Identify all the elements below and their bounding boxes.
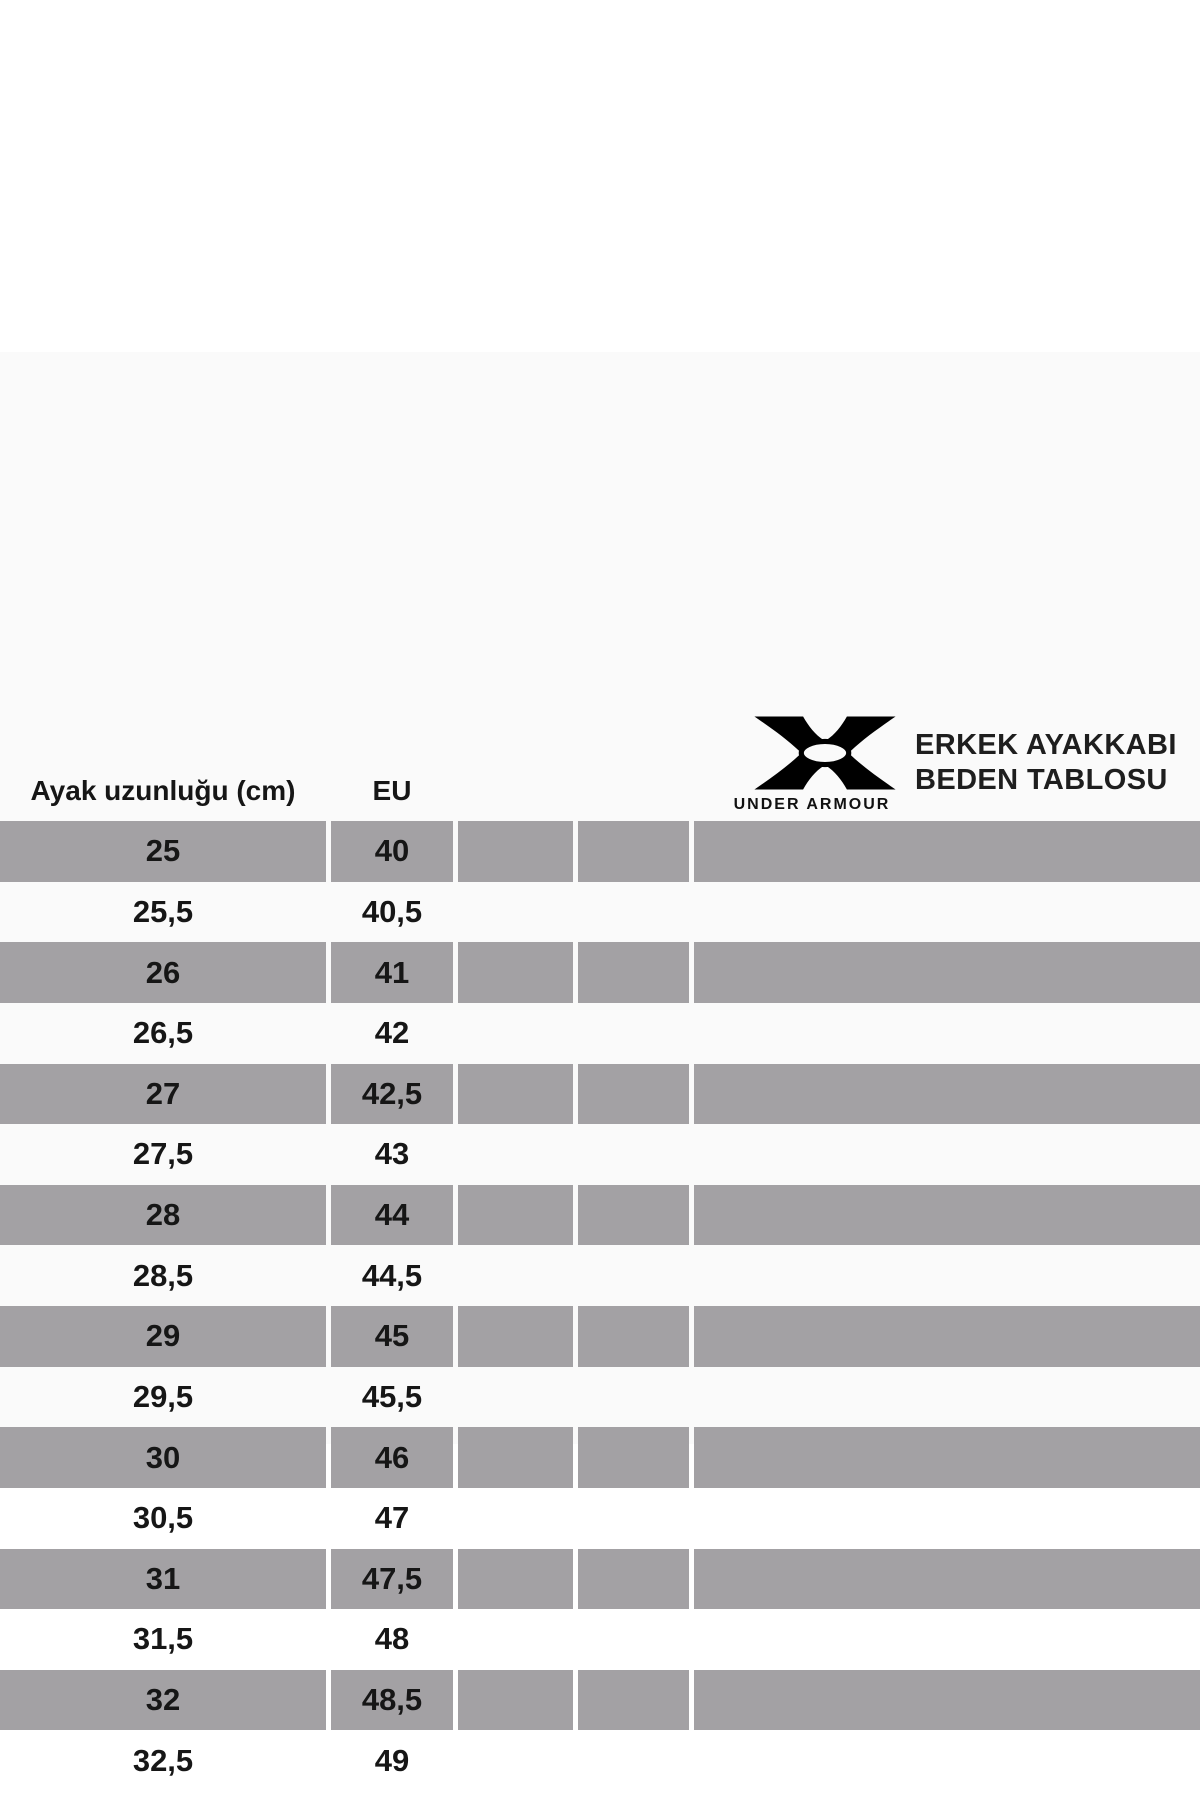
cell-empty — [458, 1427, 573, 1488]
cell-empty — [458, 1124, 573, 1185]
under-armour-logo-icon — [752, 716, 898, 790]
cell-foot-length: 27,5 — [132, 1136, 194, 1172]
table-row — [0, 1124, 1200, 1185]
chart-title-line1: ERKEK AYAKKABI — [915, 729, 1177, 761]
table-row — [0, 1003, 1200, 1064]
cell-empty — [458, 1306, 573, 1367]
cell-empty — [458, 1609, 573, 1670]
table-row — [0, 1367, 1200, 1428]
cell-empty — [578, 1549, 689, 1610]
cell-empty — [458, 1003, 573, 1064]
cell-empty — [694, 1549, 1200, 1610]
cell-empty — [458, 1064, 573, 1125]
column-header-foot-length: Ayak uzunluğu (cm) — [30, 775, 296, 806]
cell-foot-length: 29,5 — [132, 1378, 194, 1414]
cell-empty — [458, 1549, 573, 1610]
cell-empty — [578, 1730, 689, 1791]
table-row — [0, 942, 1200, 1003]
cell-eu-size: 45,5 — [361, 1378, 423, 1414]
cell-empty — [458, 1730, 573, 1791]
cell-empty — [694, 1124, 1200, 1185]
cell-empty — [458, 821, 573, 882]
cell-foot-length: 25 — [0, 821, 326, 882]
under-armour-wordmark: UNDER ARMOUR — [733, 796, 891, 813]
cell-empty — [578, 1670, 689, 1731]
cell-empty — [694, 1609, 1200, 1670]
cell-foot-length: 26 — [0, 942, 326, 1003]
cell-eu-size: 44,5 — [361, 1257, 423, 1293]
cell-empty — [458, 1367, 573, 1428]
table-row — [0, 1609, 1200, 1670]
cell-empty — [578, 1185, 689, 1246]
cell-empty — [458, 1488, 573, 1549]
table-row — [0, 821, 1200, 882]
size-table — [0, 821, 1200, 1791]
cell-empty — [694, 942, 1200, 1003]
chart-title — [915, 728, 1177, 798]
table-row — [0, 1245, 1200, 1306]
cell-empty — [694, 1670, 1200, 1731]
cell-foot-length: 30 — [0, 1427, 326, 1488]
cell-eu-size: 46 — [331, 1427, 453, 1488]
cell-eu-size: 43 — [374, 1136, 410, 1172]
cell-empty — [458, 1245, 573, 1306]
cell-foot-length: 28 — [0, 1185, 326, 1246]
cell-empty — [694, 1003, 1200, 1064]
cell-empty — [458, 1670, 573, 1731]
cell-empty — [458, 1185, 573, 1246]
cell-empty — [694, 1245, 1200, 1306]
cell-empty — [694, 821, 1200, 882]
table-row — [0, 1185, 1200, 1246]
table-row — [0, 882, 1200, 943]
cell-eu-size: 48 — [374, 1621, 410, 1657]
cell-foot-length: 26,5 — [132, 1015, 194, 1051]
cell-empty — [578, 821, 689, 882]
size-chart-band — [0, 352, 1200, 1778]
table-row — [0, 1488, 1200, 1549]
cell-empty — [694, 1064, 1200, 1125]
cell-empty — [458, 942, 573, 1003]
cell-empty — [694, 1185, 1200, 1246]
table-row — [0, 1670, 1200, 1731]
chart-title-line2: BEDEN TABLOSU — [915, 764, 1168, 796]
cell-foot-length: 29 — [0, 1306, 326, 1367]
cell-foot-length: 25,5 — [132, 893, 194, 929]
cell-eu-size: 48,5 — [331, 1670, 453, 1731]
column-header-eu: EU — [372, 775, 412, 806]
cell-eu-size: 47,5 — [331, 1549, 453, 1610]
cell-eu-size: 41 — [331, 942, 453, 1003]
cell-foot-length: 31 — [0, 1549, 326, 1610]
cell-eu-size: 40 — [331, 821, 453, 882]
cell-empty — [578, 882, 689, 943]
cell-empty — [578, 942, 689, 1003]
cell-eu-size: 49 — [374, 1742, 410, 1778]
cell-eu-size: 44 — [331, 1185, 453, 1246]
cell-empty — [578, 1064, 689, 1125]
cell-eu-size: 47 — [374, 1500, 410, 1536]
cell-eu-size: 45 — [331, 1306, 453, 1367]
cell-foot-length: 32,5 — [132, 1742, 194, 1778]
cell-eu-size: 42 — [374, 1015, 410, 1051]
cell-empty — [458, 882, 573, 943]
cell-empty — [694, 1367, 1200, 1428]
cell-empty — [694, 1730, 1200, 1791]
cell-empty — [694, 882, 1200, 943]
cell-empty — [694, 1427, 1200, 1488]
cell-empty — [578, 1124, 689, 1185]
cell-foot-length: 31,5 — [132, 1621, 194, 1657]
cell-eu-size: 40,5 — [361, 893, 423, 929]
table-row — [0, 1427, 1200, 1488]
cell-empty — [694, 1488, 1200, 1549]
table-row — [0, 1306, 1200, 1367]
cell-empty — [578, 1427, 689, 1488]
table-row — [0, 1730, 1200, 1791]
table-row — [0, 1549, 1200, 1610]
table-row — [0, 1064, 1200, 1125]
cell-eu-size: 42,5 — [331, 1064, 453, 1125]
cell-empty — [578, 1488, 689, 1549]
cell-foot-length: 32 — [0, 1670, 326, 1731]
cell-empty — [578, 1609, 689, 1670]
cell-empty — [578, 1003, 689, 1064]
cell-foot-length: 27 — [0, 1064, 326, 1125]
cell-empty — [578, 1367, 689, 1428]
cell-empty — [694, 1306, 1200, 1367]
cell-foot-length: 28,5 — [132, 1257, 194, 1293]
cell-empty — [578, 1306, 689, 1367]
cell-foot-length: 30,5 — [132, 1500, 194, 1536]
cell-empty — [578, 1245, 689, 1306]
